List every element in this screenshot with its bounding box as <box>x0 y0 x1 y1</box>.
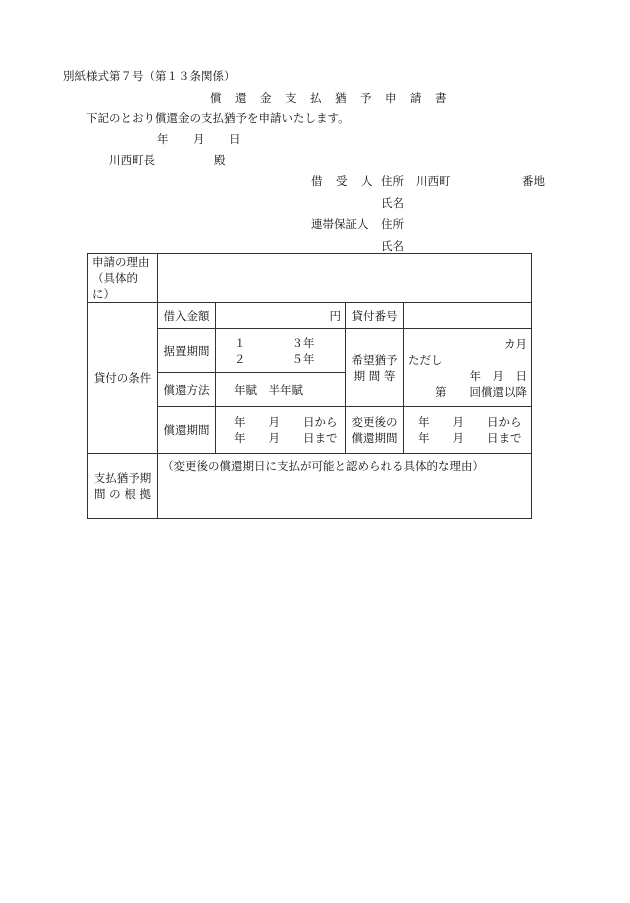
loan-number-field[interactable] <box>404 303 532 329</box>
borrower-town: 川西町 <box>416 174 451 188</box>
basis-label-line-1: 支払猶予期 <box>93 471 152 485</box>
new-period-label <box>346 407 404 454</box>
new-period-label-line-1: 変更後の <box>351 415 398 429</box>
date-month-label: 月 <box>193 132 205 146</box>
guarantor-role: 連帯保証人 <box>311 217 369 231</box>
new-period-to: 年 月 日まで <box>418 431 522 445</box>
addressee: 川西町長 <box>109 153 155 167</box>
deferral-options <box>216 329 346 373</box>
months-unit: カ月 <box>504 336 527 351</box>
deferral-option-1: １ ３年 <box>234 335 315 350</box>
method-value: 年賦 半年賦 <box>216 373 346 407</box>
borrower-name-label: 氏名 <box>381 196 404 210</box>
desired-deferral-label-line-2: 期 間 等 <box>353 368 396 383</box>
new-period-label-line-2: 償還期間 <box>351 431 398 445</box>
desired-deferral-label-line-1: 希望猶予 <box>351 352 398 367</box>
reason-label-line-2: （具体的に） <box>92 271 138 301</box>
borrower-role: 借 受 人 <box>311 174 374 188</box>
period-label: 償還期間 <box>158 407 216 454</box>
desired-deferral-field[interactable] <box>404 329 532 407</box>
basis-label-line-2: 間 の 根 拠 <box>94 487 151 501</box>
document-title: 償 還 金 支 払 猶 予 申 請 書 <box>210 91 448 105</box>
deferral-label: 据置期間 <box>158 329 216 373</box>
table-row-basis <box>88 454 532 519</box>
ymd-text: 年 月 日 <box>469 368 527 383</box>
basis-note: （変更後の償還期日に支払が可能と認められる具体的な理由） <box>162 459 484 473</box>
borrower-address-label: 住所 <box>381 174 404 188</box>
period-to: 年 月 日まで <box>234 431 338 445</box>
new-period-field[interactable] <box>404 407 532 454</box>
application-table <box>87 253 532 519</box>
yen-unit: 円 <box>329 308 341 323</box>
method-label: 償還方法 <box>158 373 216 407</box>
conditions-label: 貸付の条件 <box>88 303 158 454</box>
borrower-banchi: 番地 <box>522 174 545 188</box>
new-period-from: 年 月 日から <box>418 415 522 429</box>
reason-field[interactable] <box>158 254 532 303</box>
basis-field[interactable] <box>158 454 532 519</box>
deferral-option-2: ２ ５年 <box>234 351 315 366</box>
basis-label <box>88 454 158 519</box>
guarantor-name-label: 氏名 <box>381 239 404 253</box>
period-from: 年 月 日から <box>234 415 338 429</box>
desired-deferral-label <box>346 329 404 407</box>
date-year-label: 年 <box>157 132 169 146</box>
guarantor-address-label: 住所 <box>381 217 404 231</box>
loan-amount-label: 借入金額 <box>158 303 216 329</box>
intro-text: 下記のとおり償還金の支払猶予を申請いたします。 <box>86 111 350 125</box>
honorific: 殿 <box>214 153 226 167</box>
tadashi-text: ただし <box>408 352 443 367</box>
form-number: 別紙様式第７号（第１３条関係） <box>63 69 236 83</box>
table-row-amount <box>88 303 532 329</box>
period-field[interactable] <box>216 407 346 454</box>
reason-label-line-1: 申請の理由 <box>92 255 150 269</box>
reason-label-cell <box>88 254 158 303</box>
loan-number-label: 貸付番号 <box>346 303 404 329</box>
table-row-reason <box>88 254 532 303</box>
date-day-label: 日 <box>229 132 241 146</box>
loan-amount-field[interactable] <box>216 303 346 329</box>
from-nth-repayment: 第 回償還以降 <box>435 384 527 399</box>
